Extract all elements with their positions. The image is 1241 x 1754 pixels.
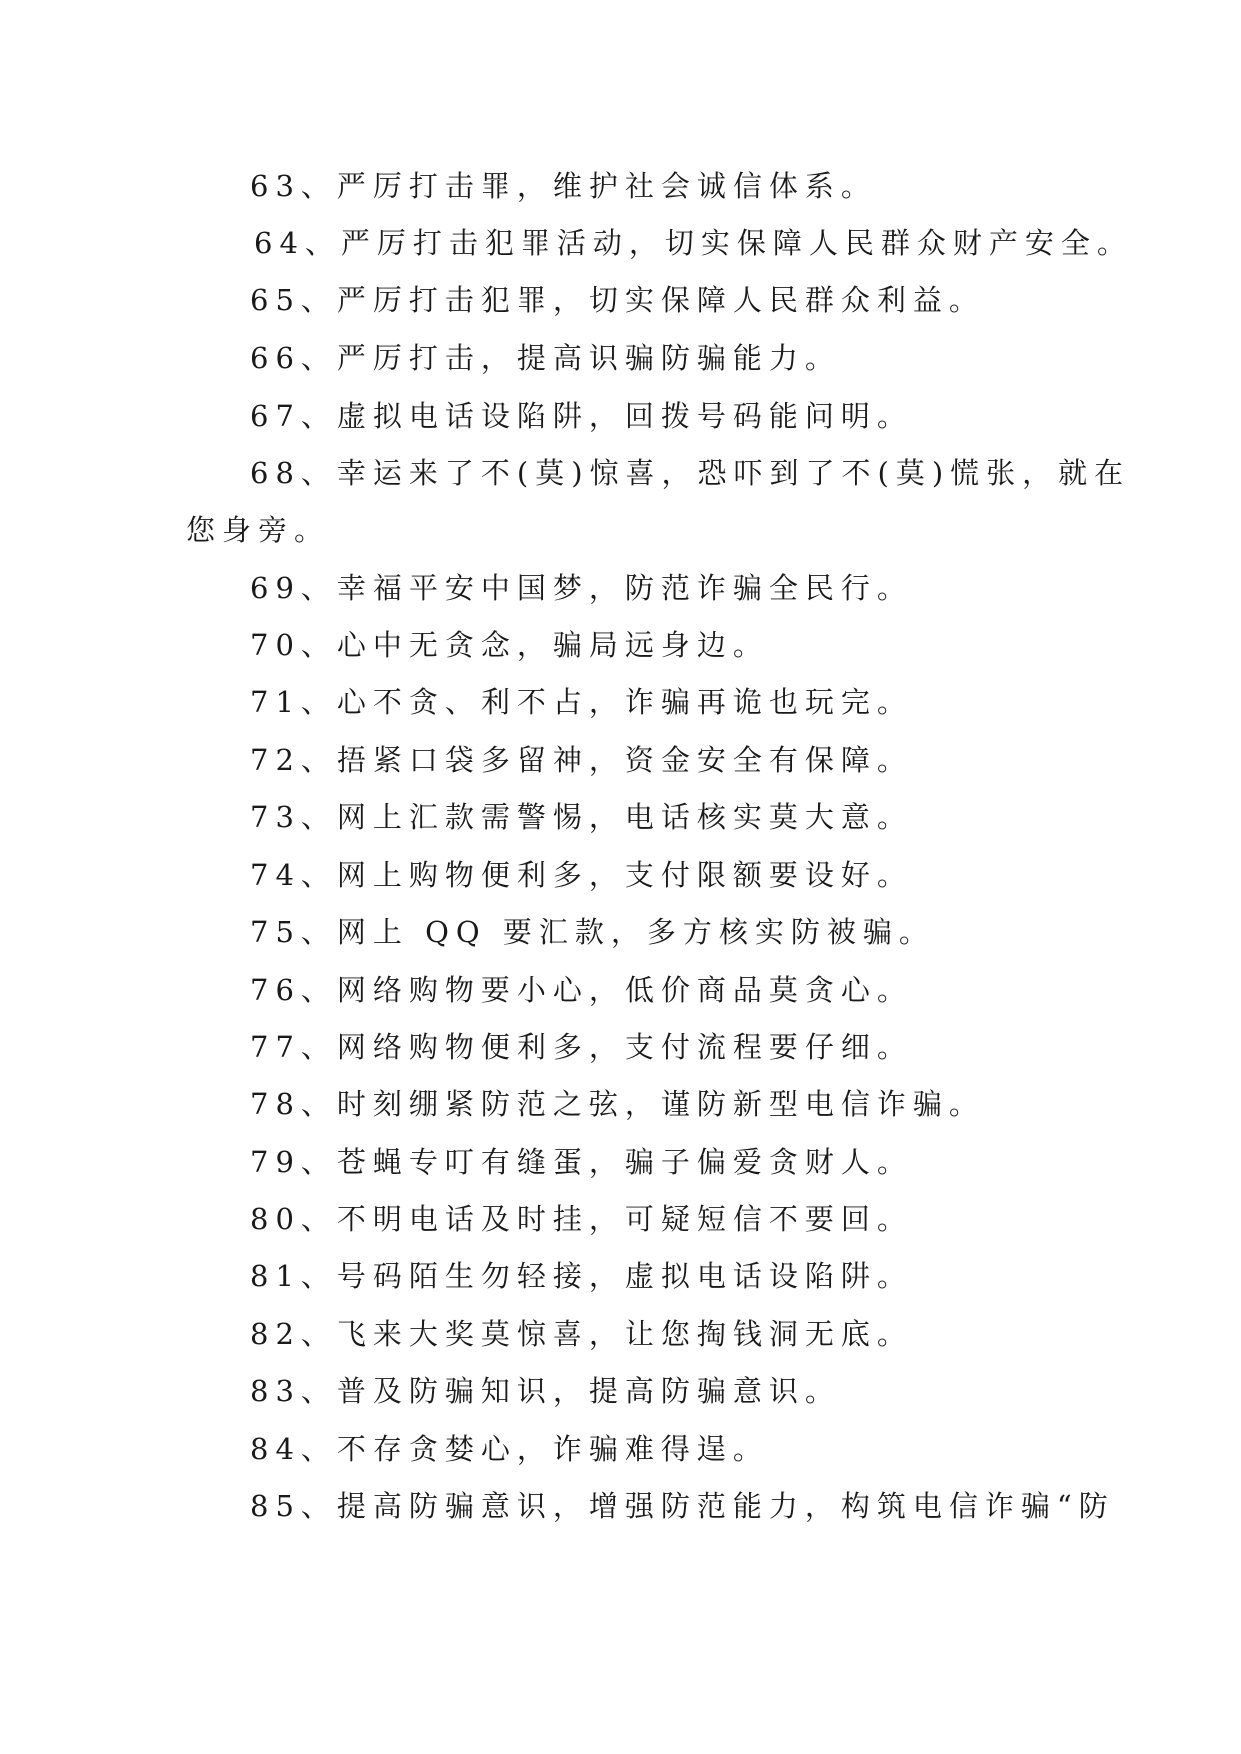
text-line: 76、网络购物要小心，低价商品莫贪心。: [250, 973, 913, 1007]
text-line: 83、普及防骗知识，提高防骗意识。: [250, 1374, 841, 1408]
text-line: 73、网上汇款需警惕，电话核实莫大意。: [250, 800, 913, 834]
text-line: 68、幸运来了不(莫)惊喜，恐吓到了不(莫)慌张，就在: [250, 456, 1131, 490]
text-line: 78、时刻绷紧防范之弦，谨防新型电信诈骗。: [250, 1087, 985, 1121]
text-line: 66、严厉打击，提高识骗防骗能力。: [250, 341, 841, 375]
text-line: 75、网上 QQ 要汇款，多方核实防被骗。: [250, 915, 935, 949]
text-line: 80、不明电话及时挂，可疑短信不要回。: [250, 1202, 913, 1236]
text-line: 74、网上购物便利多，支付限额要设好。: [250, 858, 913, 892]
text-line: 69、幸福平安中国梦，防范诈骗全民行。: [250, 571, 913, 605]
text-line: 82、飞来大奖莫惊喜，让您掏钱洞无底。: [250, 1317, 913, 1351]
text-line: 79、苍蝇专叮有缝蛋，骗子偏爱贪财人。: [250, 1145, 913, 1179]
text-line: 71、心不贪、利不占，诈骗再诡也玩完。: [250, 685, 913, 719]
text-line: 70、心中无贪念，骗局远身边。: [250, 628, 769, 662]
text-line: 84、不存贪婪心，诈骗难得逞。: [250, 1432, 769, 1466]
text-line: 65、严厉打击犯罪，切实保障人民群众利益。: [250, 283, 985, 317]
text-line: 85、提高防骗意识，增强防范能力，构筑电信诈骗“防: [250, 1489, 1115, 1523]
text-line: 77、网络购物便利多，支付流程要仔细。: [250, 1030, 913, 1064]
text-line: 81、号码陌生勿轻接，虚拟电话设陷阱。: [250, 1259, 913, 1293]
text-line: 64、严厉打击犯罪活动，切实保障人民群众财产安全。: [254, 226, 1133, 260]
text-line: 63、严厉打击罪，维护社会诚信体系。: [250, 169, 877, 203]
text-line: 67、虚拟电话设陷阱，回拨号码能问明。: [250, 399, 913, 433]
text-line: 您身旁。: [186, 513, 331, 547]
text-line: 72、捂紧口袋多留神，资金安全有保障。: [250, 743, 913, 777]
